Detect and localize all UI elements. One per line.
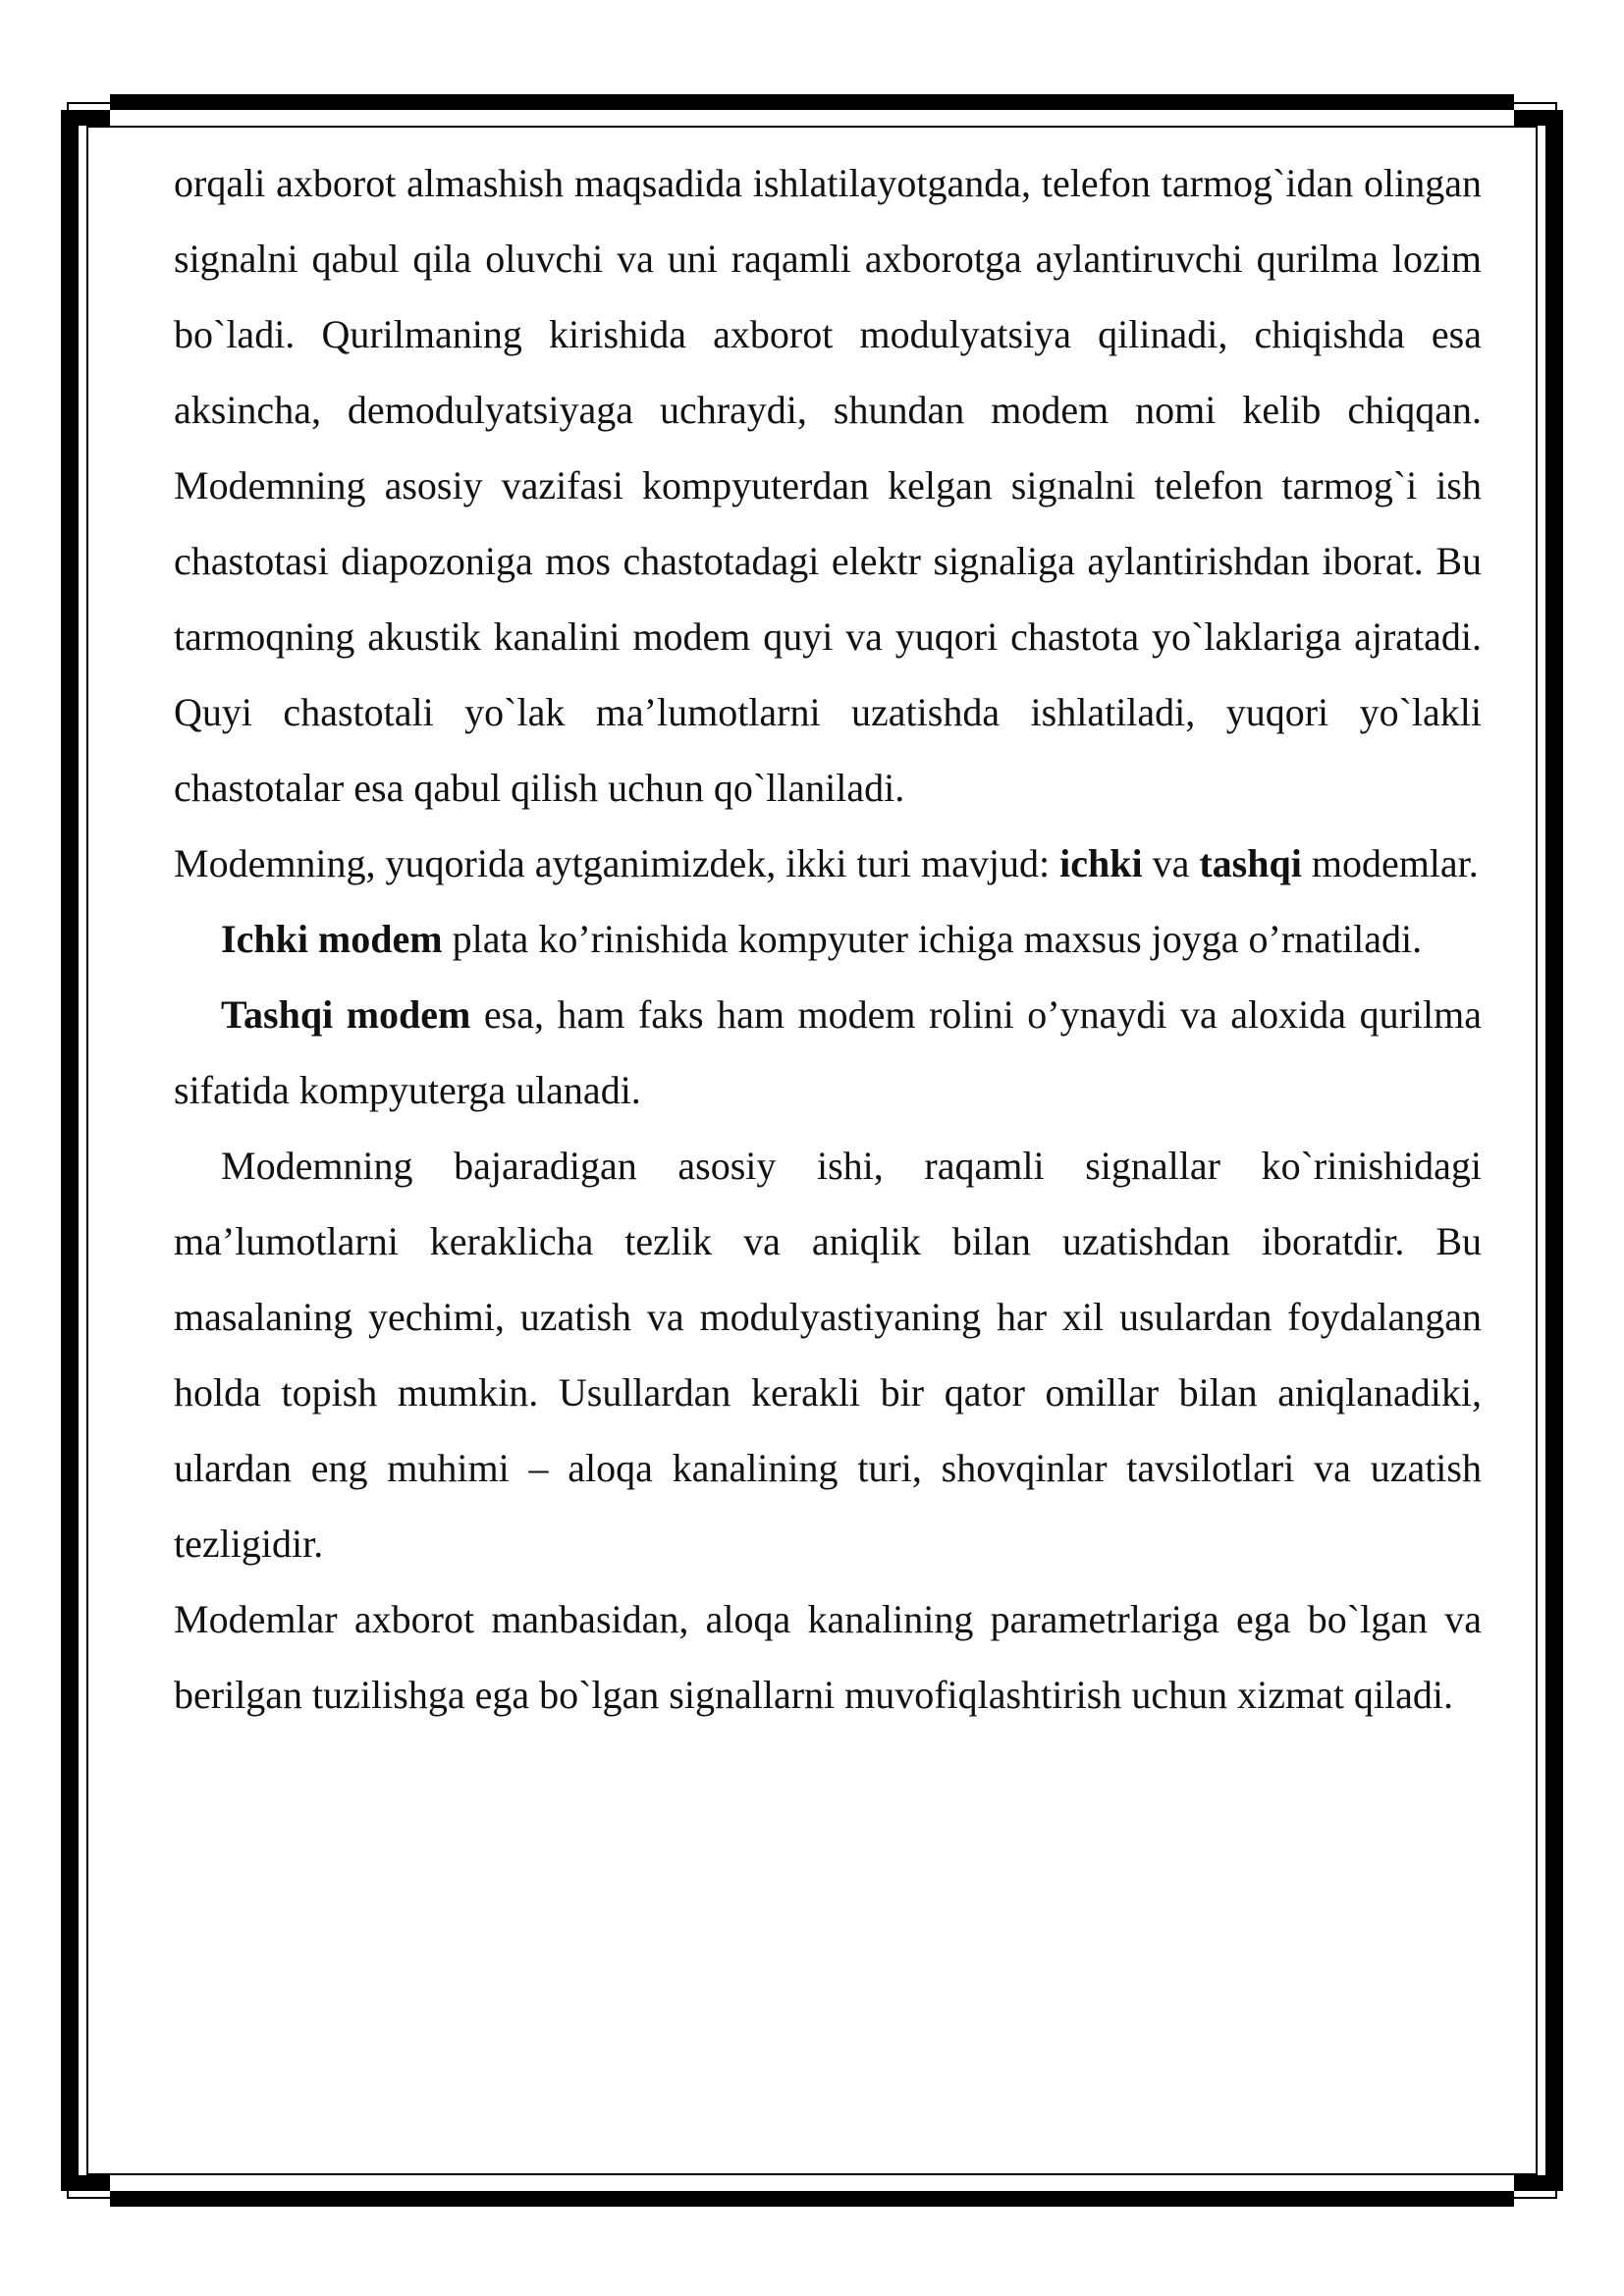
border-corner-top-left-vertical [61,110,79,157]
paragraph-4-text: esa, ham faks ham modem rolini o’ynaydi va aloxida qurilma sifatida kompyuterga ulanadi. [174,992,1482,1112]
paragraph-6: Modemlar axborot manbasidan, aloqa kanalining parametrlariga ega bo`lgan va berilgan tuzilishga ega bo`lgan signallarni muvofiqlashtirish uchun xizmat qiladi. [174,1597,1482,1717]
paragraph-2-bold-ichki: ichki [1059,841,1143,885]
border-bar-right [1545,141,1563,2154]
border-corner-top-right-vertical [1545,110,1563,157]
paragraph-1: orqali axborot almashish maqsadida ishlatilayotganda, telefon tarmog`idan olingan signalni qabul qila oluvchi va uni raqamli axborotga aylantiruvchi qurilma lozim bo`ladi. Qurilmaning kirishida axborot modulyatsiya qilinadi, chiqishda esa aksincha, demodulyatsiyaga uchraydi, shundan modem nomi kelib chiqqan. Modemning asosiy vazifasi kompyuterdan kelgan signalni telefon tarmog`i ish chastotasi diapozoniga mos chastotadagi elektr signaliga aylantirishdan iborat. Bu tarmoqning akustik kanalini modem quyi va yuqori chastota yo`laklariga ajratadi. Quyi chastotali yo`lak ma’lumotlarni uzatishda ishlatiladi, yuqori yo`lakli chastotalar esa qabul qilish uchun qo`llaniladi. [174,161,1482,810]
border-bar-top [110,94,1514,110]
border-bar-bottom [110,2191,1514,2207]
paragraph-2-bold-tashqi: tashqi [1199,841,1302,885]
paragraph-2 [174,826,1482,901]
paragraph-4-bold-term: Tashqi modem [221,992,471,1037]
paragraph-5: Modemning bajaradigan asosiy ishi, raqamli signallar ko`rinishidagi ma’lumotlarni keraklicha tezlik va aniqlik bilan uzatishdan iboratdir. Bu masalaning yechimi, uzatish va modulyastiyaning har xil usulardan foydalangan holda topish mumkin. Usullardan kerakli bir qator omillar bilan aniqlanadiki, ulardan eng muhimi – aloqa kanalining turi, shovqinlar tavsilotlari va uzatish tezligidir. [174,1144,1482,1566]
paragraph-2-text-before: Modemning, yuqorida aytganimizdek, ikki turi mavjud: [174,841,1060,885]
border-bar-left [61,141,79,2154]
paragraph-2-text-middle: va [1142,841,1200,885]
paragraph-3 [174,901,1482,977]
border-corner-bottom-left-vertical [61,2144,79,2191]
paragraph-3-text: plata ko’rinishida kompyuter ichiga maxsus joyga o’rnatiladi. [442,917,1423,961]
paragraph-3-bold-term: Ichki modem [221,917,443,961]
paragraph-2-text-after: modemlar. [1301,841,1479,885]
paragraph-4 [174,977,1482,1128]
document-body [174,145,1482,1733]
border-corner-bottom-right-vertical [1545,2144,1563,2191]
